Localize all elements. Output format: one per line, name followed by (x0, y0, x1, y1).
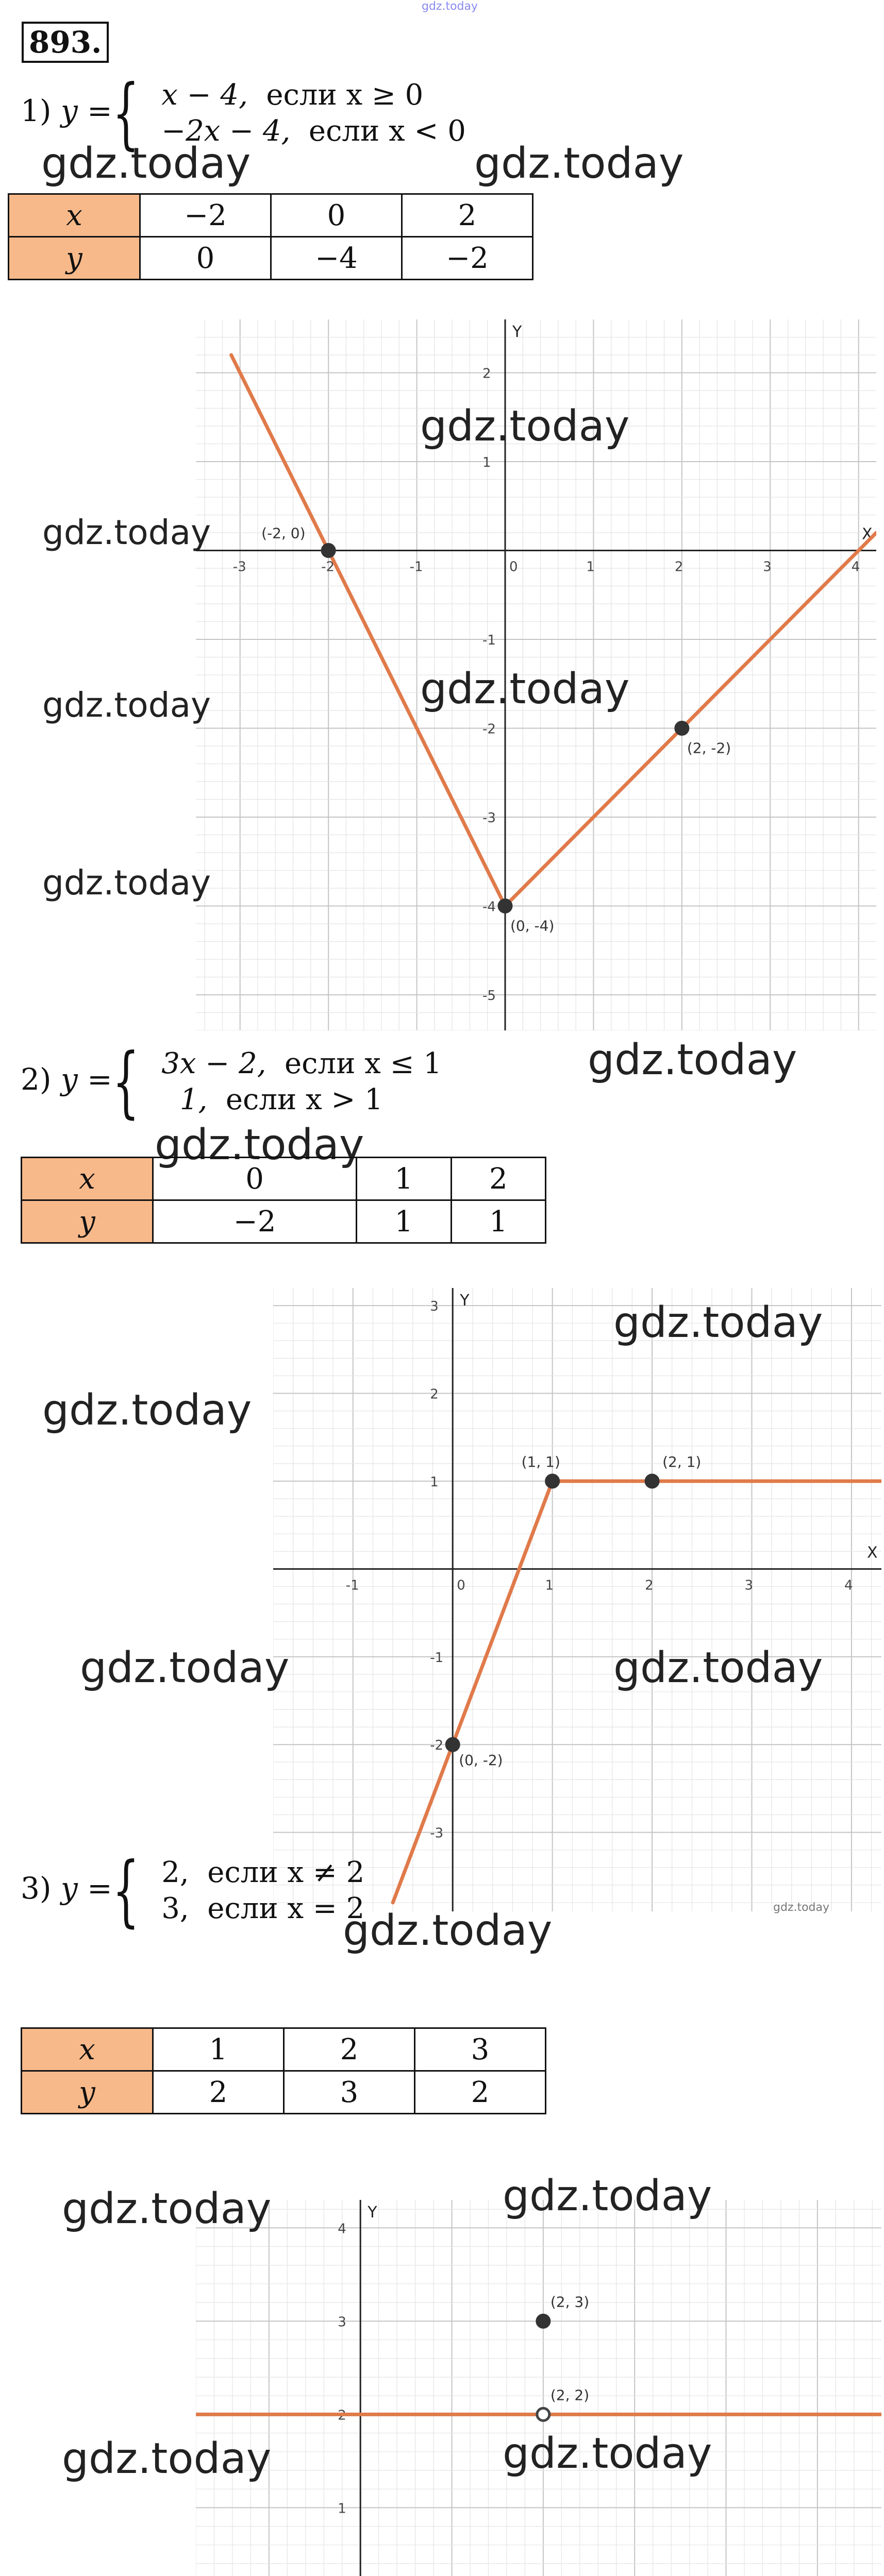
table-row (22, 2028, 546, 2071)
data-point (645, 1475, 659, 1488)
table-cell: 1 (357, 1158, 451, 1200)
part2-condition (21, 1037, 442, 1127)
y-axis-label: Y (368, 2204, 377, 2222)
y-tick-label: -3 (482, 810, 496, 826)
part3-label: 3) (21, 1871, 52, 1906)
y-tick-label: -1 (430, 1650, 444, 1666)
part2-value-table (21, 1157, 546, 1244)
part3-condition (21, 1845, 365, 1936)
watermark: gdz.today (42, 1386, 252, 1435)
y-tick-label: -5 (482, 988, 496, 1004)
watermark: gdz.today (42, 863, 211, 903)
part3-graph (196, 2200, 881, 2576)
part2-graph (273, 1288, 881, 1911)
y-axis-label: Y (460, 1292, 470, 1310)
part3-case1-expr: 2, (161, 1856, 189, 1889)
part2-case1-expr: 3x − 2, (161, 1047, 266, 1080)
watermark: gdz.today (773, 1901, 830, 1914)
part2-case2-expr: 1, (179, 1083, 208, 1116)
table-cell: −2 (153, 1200, 357, 1243)
table-cell: −2 (402, 237, 533, 280)
data-label: (2, -2) (687, 739, 731, 757)
y-tick-label: 1 (338, 2501, 346, 2517)
y-tick-label: -2 (430, 1738, 444, 1754)
part1-condition (21, 68, 466, 158)
table-row (22, 2071, 546, 2114)
table-cell: 0 (271, 194, 402, 237)
y-tick-label: -2 (482, 721, 496, 737)
part3-lhs: y = (60, 1871, 112, 1906)
y-tick-label: -4 (482, 899, 496, 915)
table-header-x: x (22, 1158, 153, 1200)
part3-brace: { (112, 1845, 140, 1936)
table-header-x: x (9, 194, 140, 237)
watermark: gdz.today (62, 2434, 272, 2483)
part2-label: 2) (21, 1062, 52, 1097)
part2-brace: { (112, 1037, 140, 1127)
x-tick-label: -2 (321, 559, 335, 575)
watermark: gdz.today (343, 1906, 553, 1955)
watermark: gdz.today (613, 1298, 823, 1347)
part2-case1-cond: если x ≤ 1 (285, 1047, 442, 1080)
data-point (322, 544, 335, 557)
y-tick-label: 2 (430, 1386, 439, 1402)
part1-case2-cond: если x < 0 (308, 114, 466, 148)
table-row (22, 1200, 546, 1243)
x-tick-label: 0 (457, 1578, 465, 1594)
data-label: (2, 2) (550, 2386, 590, 2404)
table-cell: −2 (140, 194, 271, 237)
x-tick-label: 2 (674, 559, 683, 575)
table-cell: 3 (415, 2028, 546, 2071)
y-tick-label: -3 (430, 1825, 444, 1841)
data-label: (-2, 0) (261, 524, 306, 542)
watermark: gdz.today (503, 2172, 712, 2221)
x-axis-label: X (862, 525, 873, 544)
header-watermark: gdz.today (422, 0, 478, 13)
table-cell: 0 (140, 237, 271, 280)
watermark: gdz.today (80, 1643, 290, 1692)
x-tick-label: 2 (645, 1578, 654, 1594)
table-header-y: y (22, 1200, 153, 1243)
watermark: gdz.today (588, 1036, 797, 1084)
watermark: gdz.today (420, 665, 630, 714)
x-tick-label: -3 (232, 559, 246, 575)
data-point (546, 1475, 559, 1488)
x-tick-label: 3 (744, 1578, 754, 1594)
part3-value-table (21, 2027, 546, 2114)
x-tick-label: -1 (345, 1578, 359, 1594)
part3-case2-cond: если x = 2 (207, 1892, 365, 1925)
table-cell: 3 (284, 2071, 415, 2114)
data-label: (2, 1) (662, 1453, 702, 1470)
y-tick-label: 2 (338, 2408, 346, 2424)
y-axis-label: Y (512, 323, 522, 341)
x-axis-label: X (867, 1544, 878, 1562)
watermark: gdz.today (613, 1643, 823, 1692)
table-header-y: y (9, 237, 140, 280)
watermark: gdz.today (62, 2184, 272, 2233)
data-point (446, 1738, 459, 1751)
table-cell: −4 (271, 237, 402, 280)
watermark: gdz.today (474, 139, 684, 188)
x-tick-label: 3 (763, 559, 772, 575)
table-header-x: x (22, 2028, 153, 2071)
data-point-hollow (537, 2408, 549, 2420)
x-tick-label: 4 (844, 1578, 853, 1594)
watermark: gdz.today (503, 2429, 712, 2478)
table-cell: 1 (357, 1200, 451, 1243)
y-tick-label: 2 (482, 366, 491, 382)
x-tick-label: 0 (509, 559, 518, 575)
table-cell: 2 (284, 2028, 415, 2071)
table-cell: 0 (153, 1158, 357, 1200)
table-row (9, 194, 533, 237)
watermark: gdz.today (420, 402, 630, 451)
y-tick-label: 1 (482, 455, 491, 470)
y-tick-label: -1 (482, 633, 496, 648)
watermark: gdz.today (155, 1121, 364, 1170)
table-row (9, 237, 533, 280)
table-cell: 2 (451, 1158, 545, 1200)
problem-number: 893. (22, 22, 109, 63)
part1-value-table (8, 193, 533, 280)
table-cell: 1 (451, 1200, 545, 1243)
y-tick-label: 3 (430, 1299, 439, 1315)
data-point (675, 722, 689, 735)
x-tick-label: 1 (586, 559, 595, 575)
part1-case1-cond: если x ≥ 0 (266, 78, 424, 112)
data-label: (1, 1) (521, 1453, 560, 1470)
table-cell: 2 (415, 2071, 546, 2114)
part2-lhs: y = (60, 1062, 112, 1097)
part1-lhs: y = (60, 93, 112, 129)
part2-case2-cond: если x > 1 (225, 1083, 383, 1116)
part3-case2-expr: 3, (161, 1892, 189, 1925)
watermark: gdz.today (42, 685, 211, 725)
x-tick-label: -1 (409, 559, 423, 575)
data-point (537, 2314, 550, 2328)
x-tick-label: 1 (545, 1578, 554, 1594)
part1-label: 1) (21, 93, 52, 129)
table-cell: 1 (153, 2028, 284, 2071)
data-label: (0, -2) (459, 1752, 503, 1769)
x-tick-label: 4 (851, 559, 860, 575)
part1-case2-expr: −2x − 4, (161, 114, 291, 148)
part3-case1-cond: если x ≠ 2 (207, 1856, 365, 1889)
data-label: (2, 3) (550, 2293, 590, 2311)
y-tick-label: 1 (430, 1474, 439, 1490)
data-point (498, 900, 512, 913)
watermark: gdz.today (41, 139, 251, 188)
table-cell: 2 (153, 2071, 284, 2114)
part1-case1-expr: x − 4, (161, 78, 248, 112)
table-row (22, 1158, 546, 1200)
y-tick-label: 4 (338, 2221, 346, 2237)
table-cell: 2 (402, 194, 533, 237)
part1-brace: { (112, 68, 140, 158)
table-header-y: y (22, 2071, 153, 2114)
y-tick-label: 3 (338, 2314, 346, 2330)
data-label: (0, -4) (510, 917, 555, 935)
watermark: gdz.today (42, 513, 211, 552)
